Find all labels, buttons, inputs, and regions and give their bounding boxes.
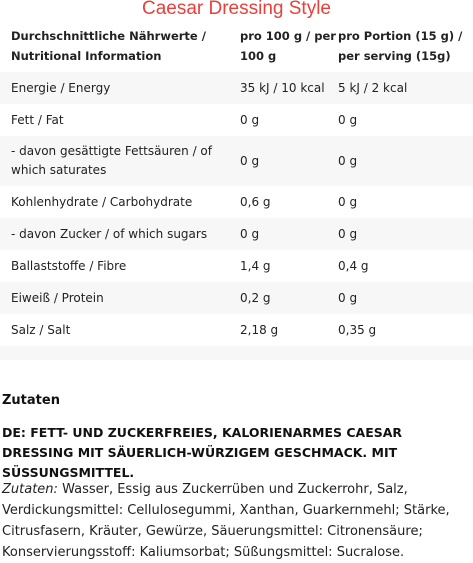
row-per-serving: 0 g <box>338 194 358 209</box>
row-per-100g: 0 g <box>240 112 260 127</box>
ingredients-lead: Zutaten: <box>2 482 58 497</box>
ingredients-text <box>2 479 472 563</box>
row-per-100g: 0,6 g <box>240 194 271 209</box>
row-per-serving: 0 g <box>338 226 358 241</box>
header-per-serving: pro Portion (15 g) / per serving (15g) <box>338 29 463 63</box>
table-row <box>0 250 473 282</box>
product-tagline: DE: FETT- UND ZUCKERFREIES, KALORIENARMES CAESAR DRESSING MIT SÄUERLICH-WÜRZIGEM GESCHMACK. MIT SÜSSUNGSMITTEL. <box>2 425 403 480</box>
empty-cell <box>0 346 230 360</box>
table-row <box>0 186 473 218</box>
row-per-serving: 0 g <box>338 153 358 168</box>
row-per-100g: 0 g <box>240 226 260 241</box>
empty-cell <box>230 346 473 360</box>
row-per-serving: 0 g <box>338 290 358 305</box>
row-per-serving: 0 g <box>338 112 358 127</box>
table-row <box>0 314 473 346</box>
table-row <box>0 104 473 136</box>
table-row <box>0 136 473 186</box>
row-label: - davon Zucker / of which sugars <box>11 226 208 241</box>
ingredients-list: Wasser, Essig aus Zuckerrüben und Zuckerrohr, Salz, Verdickungsmittel: Cellulosegummi, Xanthan, Guarkernmehl; Stärke, Citrusfasern, Kräuter, Gewürze, Säuerungsmittel: Citronensäure; Konservierungsstoff: Kaliumsorbat; Süßungsmittel: Sucralose. <box>2 482 450 560</box>
page-title: Caesar Dressing Style <box>141 0 332 19</box>
row-per-100g: 0,2 g <box>240 290 271 305</box>
row-per-100g: 35 kJ / 10 kcal <box>240 80 325 95</box>
table-empty-row <box>0 346 473 360</box>
row-label: Salz / Salt <box>11 322 71 337</box>
header-per-100g: pro 100 g / per 100 g <box>240 29 336 63</box>
row-per-serving: 5 kJ / 2 kcal <box>338 80 408 95</box>
nutrition-table <box>0 20 473 346</box>
row-per-100g: 1,4 g <box>240 258 271 273</box>
ingredients-heading: Zutaten <box>2 393 60 408</box>
table-row <box>0 72 473 104</box>
row-label: Eiweiß / Protein <box>11 290 104 305</box>
row-label: Ballaststoffe / Fibre <box>11 258 127 273</box>
row-per-100g: 2,18 g <box>240 322 279 337</box>
header-nutrient: Durchschnittliche Nährwerte / Nutritional Information <box>11 29 206 63</box>
table-header-row <box>0 20 473 72</box>
row-label: Kohlenhydrate / Carbohydrate <box>11 194 193 209</box>
table-row <box>0 282 473 314</box>
row-label: - davon gesättigte Fettsäuren / of which saturates <box>11 144 212 177</box>
row-label: Energie / Energy <box>11 80 111 95</box>
row-per-100g: 0 g <box>240 153 260 168</box>
row-label: Fett / Fat <box>11 112 64 127</box>
row-per-serving: 0,4 g <box>338 258 369 273</box>
row-per-serving: 0,35 g <box>338 322 377 337</box>
table-row <box>0 218 473 250</box>
